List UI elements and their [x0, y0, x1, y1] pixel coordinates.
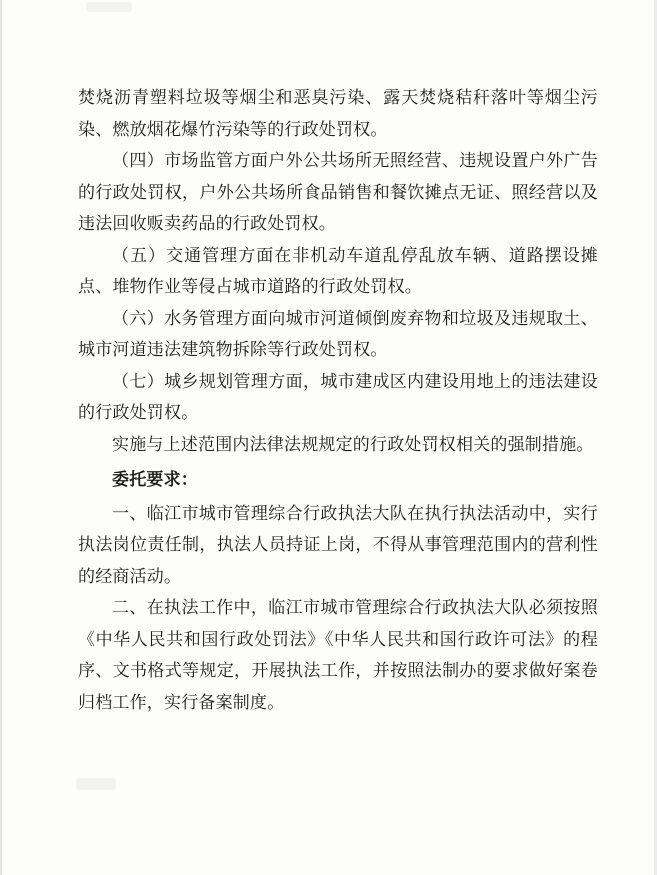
paragraph-continuation: 焚烧沥青塑料垃圾等烟尘和恶臭污染、露天焚烧秸秆落叶等烟尘污染、燃放烟花爆竹污染等的行政处罚权。: [78, 88, 598, 140]
document-body: [78, 83, 598, 719]
paragraph-enforcement-measures: 实施与上述范围内法律法规规定的行政处罚权相关的强制措施。: [112, 434, 594, 455]
paragraph-item-7: （七）城乡规划管理方面，城市建成区内建设用地上的违法建设的行政处罚权。: [78, 371, 598, 423]
section-heading: 委托要求：: [112, 470, 198, 490]
paragraph-item-4: （四）市场监管方面户外公共场所无照经营、违规设置户外广告的行政处罚权，户外公共场所食品销售和餐饮摊点无证、照经营以及违法回收贩卖药品的行政处罚权。: [78, 151, 598, 234]
paragraph-item-5: （五）交通管理方面在非机动车道乱停乱放车辆、道路摆设摊点、堆物作业等侵占城市道路的行政处罚权。: [78, 245, 598, 297]
paragraph-item-6: （六）水务管理方面向城市河道倾倒废弃物和垃圾及违规取土、城市河道违法建筑物拆除等行政处罚权。: [78, 308, 598, 360]
scan-edge-left: [0, 0, 2, 875]
requirement-2: 二、在执法工作中，临江市城市管理综合行政执法大队必须按照《中华人民共和国行政处罚法》《中华人民共和国行政许可法》的程序、文书格式等规定，开展执法工作，并按照法制办的要求做好案卷归档工作，实行备案制度。: [78, 598, 598, 713]
scan-smudge-bottom: [76, 778, 116, 790]
scan-smudge-top: [86, 2, 132, 12]
requirement-1: 一、临江市城市管理综合行政执法大队在执行执法活动中，实行执法岗位责任制，执法人员持证上岗，不得从事管理范围内的营利性的经商活动。: [78, 503, 598, 587]
